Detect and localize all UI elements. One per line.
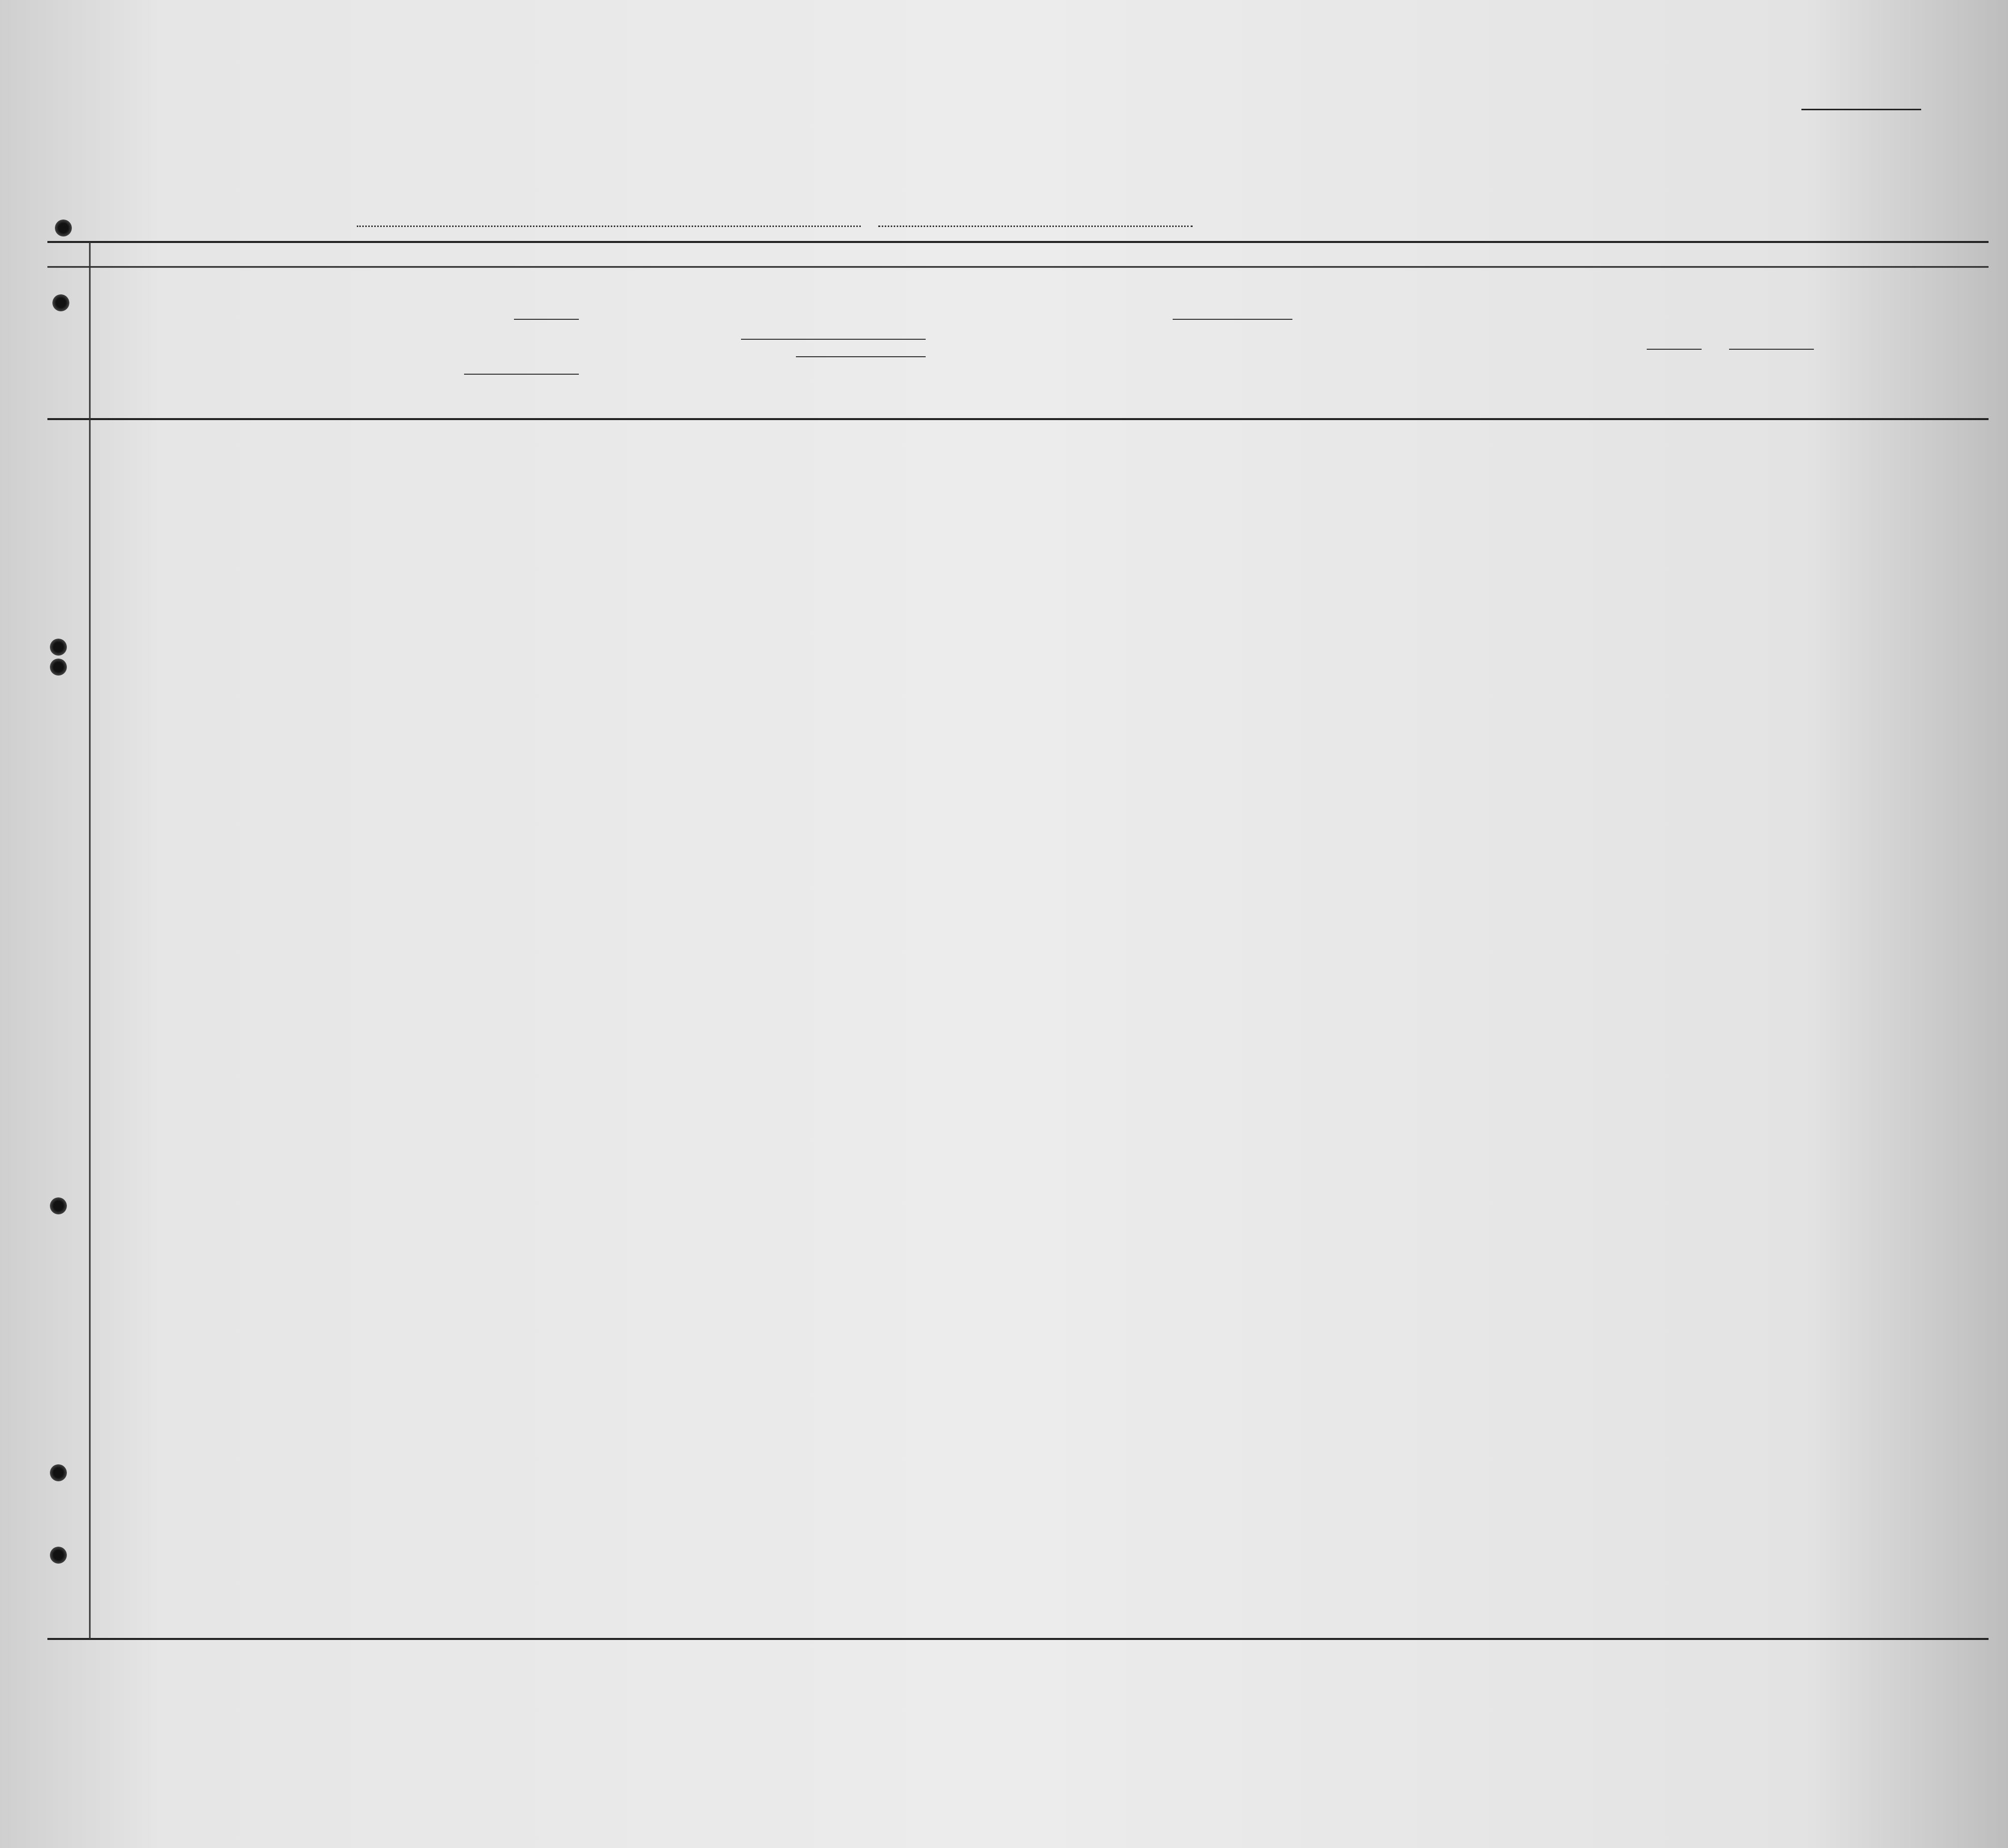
binding-hole [50,1547,67,1564]
port-underline [357,226,861,227]
binding-hole [50,639,67,656]
binding-hole [55,220,72,236]
list-underline [1801,109,1921,110]
binding-hole [50,1464,67,1481]
date-underline [878,226,1193,227]
binding-hole [50,1197,67,1214]
binding-hole [50,659,67,676]
binding-hole [52,294,69,311]
